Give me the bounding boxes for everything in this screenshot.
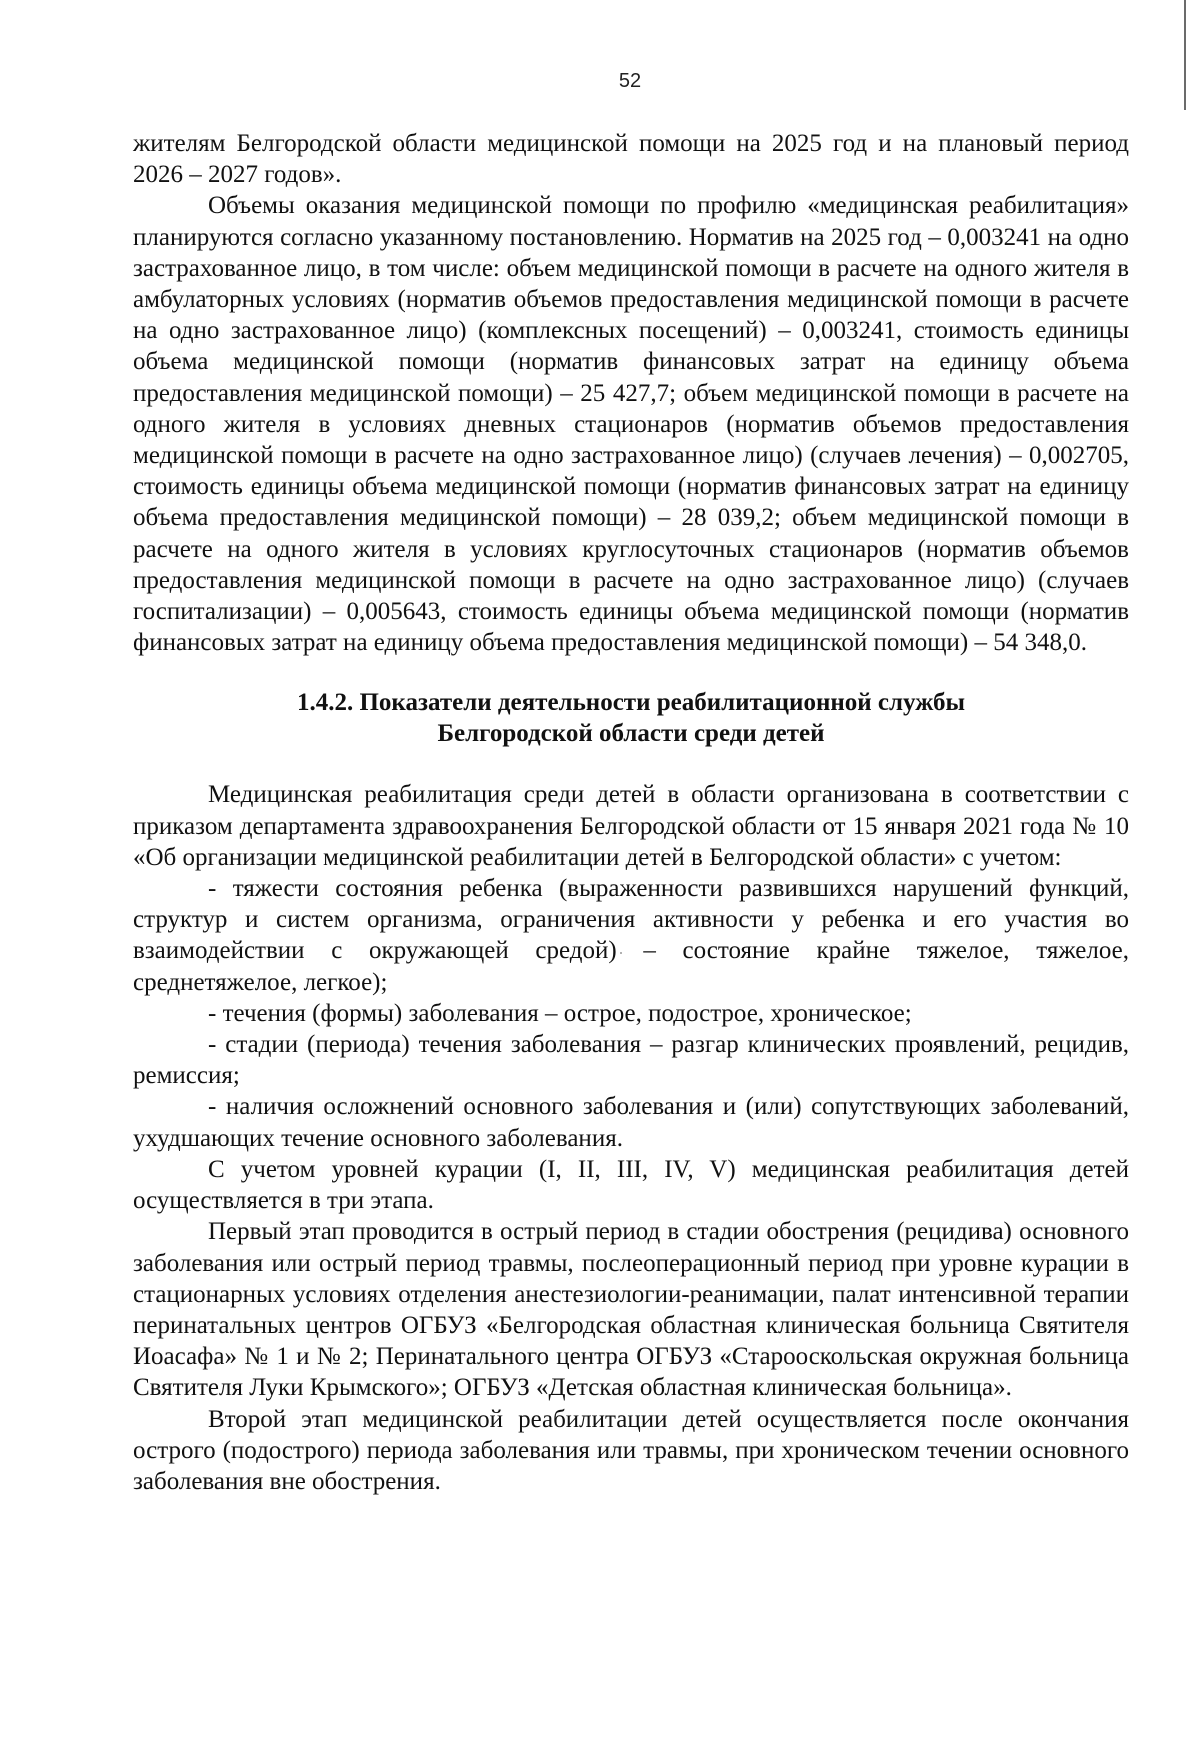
intro-continuation-paragraph: жителям Белгородской области медицинской помощи на 2025 год и на плановый период 2026 – 2027 годов». xyxy=(133,130,1129,189)
list-item-course-form: - течения (формы) заболевания – острое, подострое, хроническое; xyxy=(208,999,912,1027)
first-stage-paragraph: Первый этап проводится в острый период в стадии обострения (рецидива) основного заболевания или острый период травмы, послеоперационный период при уровне курации в стационарных условиях отделения анестезиологии-реанимации, палат интенсивной терапии перинатальных центров ОГБУЗ «Белгородская областная клиническая больница Святителя Иоасафа» № 1 и № 2; Перинатального центра ОГБУЗ «Старооскольская окружная больница Святителя Луки Крымского»; ОГБУЗ «Детская областная клиническая больница». xyxy=(133,1218,1129,1402)
document-body xyxy=(133,128,1129,1497)
section-heading-line-2: Белгородской области среди детей xyxy=(437,720,825,748)
list-item-complications: - наличия осложнений основного заболевания и (или) сопутствующих заболеваний, ухудшающих течение основного заболевания. xyxy=(133,1093,1129,1152)
list-item-course-stage: - стадии (периода) течения заболевания – разгар клинических проявлений, рецидив, ремиссия; xyxy=(133,1031,1129,1090)
rehab-organization-paragraph: Медицинская реабилитация среди детей в области организована в соответствии с приказом департамента здравоохранения Белгородской области от 15 января 2021 года № 10 «Об организации медицинской реабилитации детей в Белгородской области» с учетом: xyxy=(133,781,1129,871)
second-stage-paragraph: Второй этап медицинской реабилитации детей осуществляется после окончания острого (подострого) периода заболевания или травмы, при хроническом течении основного заболевания вне обострения. xyxy=(133,1405,1129,1495)
scan-edge-line xyxy=(1184,0,1186,110)
section-heading xyxy=(133,687,1129,749)
curation-levels-paragraph: С учетом уровней курации (I, II, III, IV, V) медицинская реабилитация детей осуществляется в три этапа. xyxy=(133,1155,1129,1215)
page-number: 52 xyxy=(618,70,642,92)
volumes-paragraph: Объемы оказания медицинской помощи по профилю «медицинская реабилитация» планируются согласно указанному постановлению. Норматив на 2025 год – 0,003241 на одно застрахованное лицо, в том числе: объем медицинской помощи в расчете на одного жителя в амбулаторных условиях (норматив объемов предоставления медицинской помощи в расчете на одно застрахованное лицо) (комплексных посещений) – 0,003241, стоимость единицы объема медицинской помощи (норматив финансовых затрат на единицу объема предоставления медицинской помощи) – 25 427,7; объем медицинской помощи в расчете на одного жителя в условиях дневных стационаров (норматив объемов предоставления медицинской помощи в расчете на одно застрахованное лицо) (случаев лечения) – 0,002705, стоимость единицы объема медицинской помощи (норматив финансовых затрат на единицу объема предоставления медицинской помощи) – 28 039,2; объем медицинской помощи в расчете на одного жителя в условиях круглосуточных стационаров (норматив объемов предоставления медицинской помощи в расчете на одно застрахованное лицо) (случаев госпитализации) – 0,005643, стоимость единицы объема медицинской помощи (норматив финансовых затрат на единицу объема предоставления медицинской помощи) – 54 348,0. xyxy=(133,192,1129,657)
section-heading-line-1: 1.4.2. Показатели деятельности реабилитационной службы xyxy=(296,689,966,717)
list-item-severity: - тяжести состояния ребенка (выраженности развившихся нарушений функций, структур и систем организма, ограничения активности у ребенка и его участия во взаимодействии с окружающей средой) – состояние крайне тяжелое, тяжелое, среднетяжелое, легкое); xyxy=(133,875,1129,996)
